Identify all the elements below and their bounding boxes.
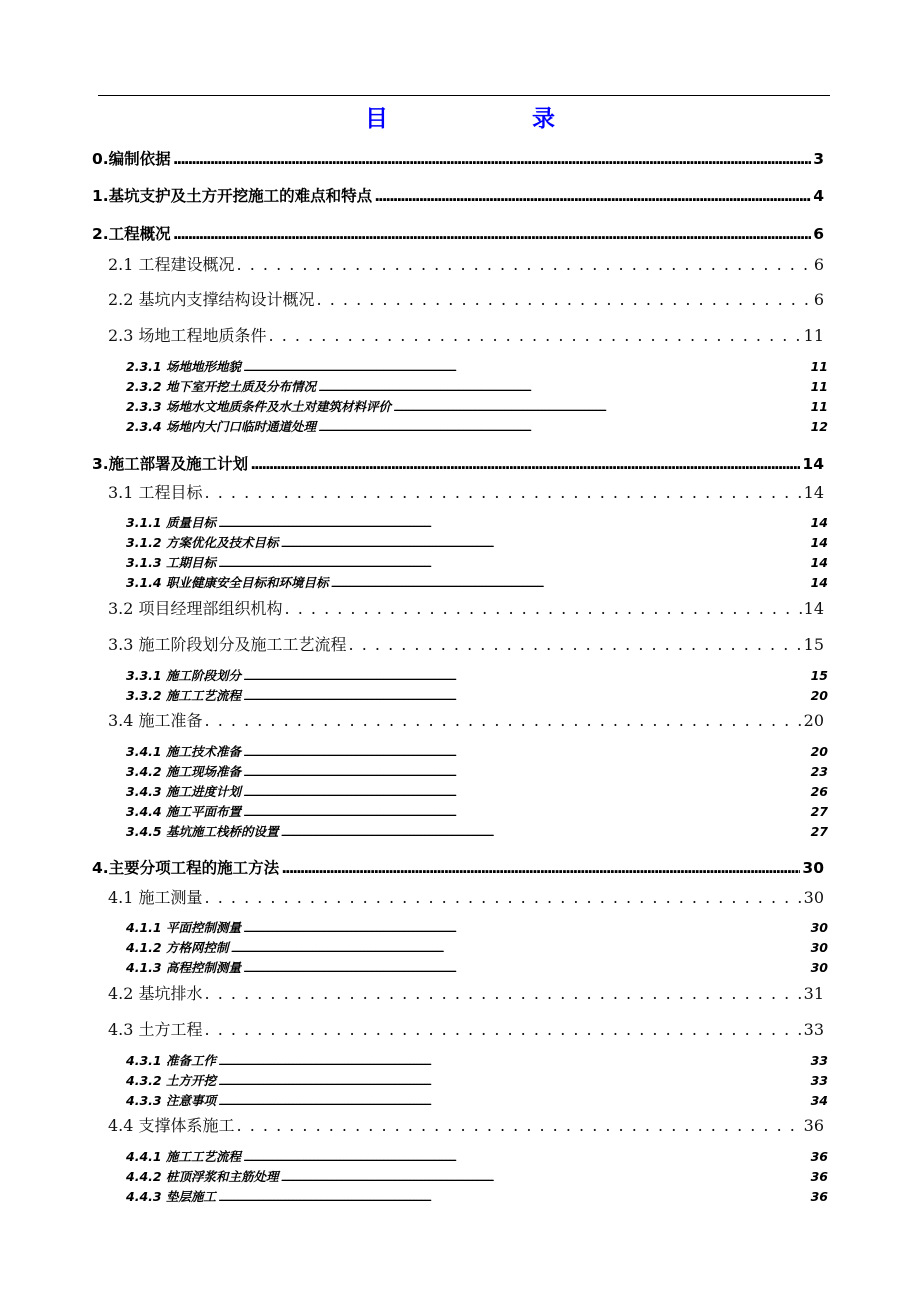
dot-leader — [205, 888, 802, 907]
toc-entry-page: 30 — [803, 888, 824, 907]
toc-entry[interactable] — [126, 397, 828, 415]
toc-entry[interactable] — [126, 666, 828, 684]
toc-entry[interactable] — [126, 938, 828, 956]
toc-entry[interactable] — [126, 1167, 828, 1185]
toc-entry[interactable] — [108, 981, 824, 1003]
toc-entry[interactable] — [126, 822, 828, 840]
dot-leader — [243, 964, 809, 975]
toc-entry[interactable] — [126, 533, 828, 551]
dot-leader — [280, 539, 808, 550]
toc-entry-page: 15 — [803, 635, 824, 654]
toc-entry-title: 2.3.2 地下室开挖土质及分布情况 — [126, 379, 316, 394]
toc-entry[interactable] — [126, 1091, 828, 1109]
toc-title: 目 录 — [364, 106, 623, 132]
dot-leader — [349, 635, 802, 654]
dot-leader — [205, 483, 802, 502]
toc-entry[interactable] — [126, 417, 828, 435]
toc-entry[interactable] — [92, 856, 824, 878]
dot-leader — [250, 455, 800, 473]
toc-entry[interactable] — [92, 147, 824, 169]
header-rule — [98, 95, 830, 96]
toc-entry[interactable] — [126, 1071, 828, 1089]
toc-entry-page: 3 — [813, 150, 824, 168]
toc-entry-title: 4.1.1 平面控制测量 — [126, 920, 241, 935]
toc-entry[interactable] — [126, 958, 828, 976]
dot-leader — [281, 859, 800, 877]
toc-entry-title: 4.1 施工测量 — [108, 888, 203, 907]
toc-entry-page: 34 — [810, 1093, 828, 1108]
toc-entry-page: 30 — [802, 859, 824, 877]
toc-entry-page: 31 — [803, 984, 824, 1003]
toc-entry-title: 2.2 基坑内支撑结构设计概况 — [108, 290, 315, 309]
dot-leader — [243, 768, 809, 779]
toc-entry[interactable] — [126, 513, 828, 531]
toc-entry-page: 11 — [810, 359, 828, 374]
toc-entry[interactable] — [126, 742, 828, 760]
toc-entry-title: 3.3 施工阶段划分及施工工艺流程 — [108, 635, 347, 654]
dot-leader — [318, 423, 809, 434]
toc-entry-page: 11 — [803, 326, 824, 345]
toc-entry[interactable] — [108, 287, 824, 309]
toc-entry-title: 4.3.2 土方开挖 — [126, 1073, 216, 1088]
toc-entry-page: 6 — [813, 225, 824, 243]
toc-entry-title: 3.1.2 方案优化及技术目标 — [126, 535, 279, 550]
toc-entry[interactable] — [126, 802, 828, 820]
toc-entry-page: 14 — [802, 455, 824, 473]
dot-leader — [237, 255, 812, 274]
dot-leader — [218, 1077, 809, 1088]
toc-entry[interactable] — [108, 1017, 824, 1039]
dot-leader — [243, 788, 809, 799]
dot-leader — [269, 326, 802, 345]
dot-leader — [218, 1097, 809, 1108]
toc-entry-title: 0.编制依据 — [92, 150, 171, 168]
toc-entry[interactable] — [126, 762, 828, 780]
toc-entry-page: 20 — [810, 744, 828, 759]
toc-entry-page: 4 — [813, 187, 824, 205]
dot-leader — [330, 579, 808, 590]
dot-leader — [205, 984, 802, 1003]
toc-entry[interactable] — [126, 686, 828, 704]
toc-entry-page: 14 — [810, 535, 828, 550]
dot-leader — [280, 828, 808, 839]
toc-entry[interactable] — [126, 377, 828, 395]
toc-entry-title: 4.4.1 施工工艺流程 — [126, 1149, 241, 1164]
toc-entry-title: 4.主要分项工程的施工方法 — [92, 859, 280, 877]
toc-entry-page: 14 — [810, 515, 828, 530]
toc-entry-title: 3.3.1 施工阶段划分 — [126, 668, 241, 683]
toc-entry-title: 3.1.4 职业健康安全目标和环境目标 — [126, 575, 329, 590]
toc-entry-title: 3.1.1 质量目标 — [126, 515, 216, 530]
dot-leader — [318, 383, 809, 394]
toc-entry-title: 2.3.1 场地地形地貌 — [126, 359, 241, 374]
dot-leader — [205, 711, 802, 730]
dot-leader — [205, 1020, 802, 1039]
toc-entry-title: 2.1 工程建设概况 — [108, 255, 235, 274]
toc-entry-title: 3.4.1 施工技术准备 — [126, 744, 241, 759]
dot-leader — [173, 150, 812, 168]
toc-entry-page: 14 — [810, 555, 828, 570]
toc-entry-title: 4.4 支撑体系施工 — [108, 1116, 235, 1135]
toc-entry-title: 2.工程概况 — [92, 225, 171, 243]
toc-entry-page: 11 — [810, 379, 828, 394]
dot-leader — [285, 599, 802, 618]
toc-entry[interactable] — [126, 1147, 828, 1165]
toc-entry-page: 27 — [810, 804, 828, 819]
toc-entry-title: 4.3.3 注意事项 — [126, 1093, 216, 1108]
toc-entry[interactable] — [126, 782, 828, 800]
toc-entry-title: 3.3.2 施工工艺流程 — [126, 688, 241, 703]
toc-entry[interactable] — [92, 184, 824, 206]
dot-leader — [218, 1057, 809, 1068]
dot-leader — [243, 363, 809, 374]
toc-entry-page: 36 — [810, 1169, 828, 1184]
toc-entry-page: 12 — [810, 419, 828, 434]
toc-entry-page: 15 — [810, 668, 828, 683]
toc-entry-page: 14 — [803, 599, 824, 618]
toc-entry-page: 30 — [810, 920, 828, 935]
toc-entry-page: 6 — [813, 290, 824, 309]
toc-entry[interactable] — [92, 452, 824, 474]
toc-entry[interactable] — [108, 885, 824, 907]
dot-leader — [280, 1173, 808, 1184]
toc-entry-page: 36 — [810, 1189, 828, 1204]
toc-entry-title: 2.3.3 场地水文地质条件及水土对建筑材料评价 — [126, 399, 391, 414]
toc-entry[interactable] — [126, 357, 828, 375]
toc-entry-title: 3.施工部署及施工计划 — [92, 455, 249, 473]
toc-entry[interactable] — [108, 632, 824, 654]
toc-entry[interactable] — [108, 252, 824, 274]
toc-entry[interactable] — [126, 573, 828, 591]
dot-leader — [243, 692, 809, 703]
toc-entry-title: 4.3.1 准备工作 — [126, 1053, 216, 1068]
dot-leader — [243, 672, 809, 683]
toc-entry-title: 3.4.4 施工平面布置 — [126, 804, 241, 819]
toc-entry-title: 2.3.4 场地内大门口临时通道处理 — [126, 419, 316, 434]
toc-entry[interactable] — [108, 323, 824, 345]
toc-entry-page: 20 — [803, 711, 824, 730]
toc-entry-page: 11 — [810, 399, 828, 414]
toc-entry[interactable] — [126, 1051, 828, 1069]
toc-entry-page: 23 — [810, 764, 828, 779]
dot-leader — [218, 1193, 809, 1204]
toc-entry-title: 3.2 项目经理部组织机构 — [108, 599, 283, 618]
toc-entry-title: 3.4.5 基坑施工栈桥的设置 — [126, 824, 279, 839]
toc-entry-title: 1.基坑支护及土方开挖施工的难点和特点 — [92, 187, 373, 205]
toc-entry-page: 33 — [810, 1073, 828, 1088]
dot-leader — [218, 559, 809, 570]
toc-entry-title: 4.1.3 高程控制测量 — [126, 960, 241, 975]
dot-leader — [374, 187, 811, 205]
dot-leader — [173, 225, 812, 243]
toc-entry-title: 3.1 工程目标 — [108, 483, 203, 502]
toc-entry-title: 3.4.2 施工现场准备 — [126, 764, 241, 779]
toc-entry-page: 27 — [810, 824, 828, 839]
toc-entry-title: 2.3 场地工程地质条件 — [108, 326, 267, 345]
toc-entry-page: 36 — [810, 1149, 828, 1164]
dot-leader — [243, 924, 809, 935]
toc-entry[interactable] — [126, 1187, 828, 1205]
toc-entry[interactable] — [108, 480, 824, 502]
toc-entry-page: 33 — [803, 1020, 824, 1039]
toc-entry[interactable] — [126, 553, 828, 571]
toc-entry-title: 3.4.3 施工进度计划 — [126, 784, 241, 799]
toc-entry-page: 30 — [810, 940, 828, 955]
toc-entry-title: 4.2 基坑排水 — [108, 984, 203, 1003]
dot-leader — [243, 808, 809, 819]
dot-leader — [230, 944, 808, 955]
toc-entry[interactable] — [108, 596, 824, 618]
toc-entry-page: 26 — [810, 784, 828, 799]
toc-entry-title: 4.3 土方工程 — [108, 1020, 203, 1039]
toc-entry[interactable] — [126, 918, 828, 936]
toc-entry-page: 33 — [810, 1053, 828, 1068]
toc-entry-page: 30 — [810, 960, 828, 975]
dot-leader — [237, 1116, 802, 1135]
dot-leader — [317, 290, 812, 309]
toc-entry-page: 14 — [803, 483, 824, 502]
toc-entry-title: 4.4.3 垫层施工 — [126, 1189, 216, 1204]
dot-leader — [393, 403, 809, 414]
toc-entry-title: 3.4 施工准备 — [108, 711, 203, 730]
toc-entry[interactable] — [108, 708, 824, 730]
toc-entry-title: 4.1.2 方格网控制 — [126, 940, 229, 955]
toc-entry-page: 6 — [813, 255, 824, 274]
toc-entry-page: 20 — [810, 688, 828, 703]
dot-leader — [243, 1153, 809, 1164]
toc-entry[interactable] — [108, 1113, 824, 1135]
toc-entry-page: 36 — [803, 1116, 824, 1135]
toc-entry-title: 4.4.2 桩顶浮浆和主筋处理 — [126, 1169, 279, 1184]
dot-leader — [243, 748, 809, 759]
toc-entry[interactable] — [92, 222, 824, 244]
toc-entry-page: 14 — [810, 575, 828, 590]
toc-entry-title: 3.1.3 工期目标 — [126, 555, 216, 570]
dot-leader — [218, 519, 809, 530]
